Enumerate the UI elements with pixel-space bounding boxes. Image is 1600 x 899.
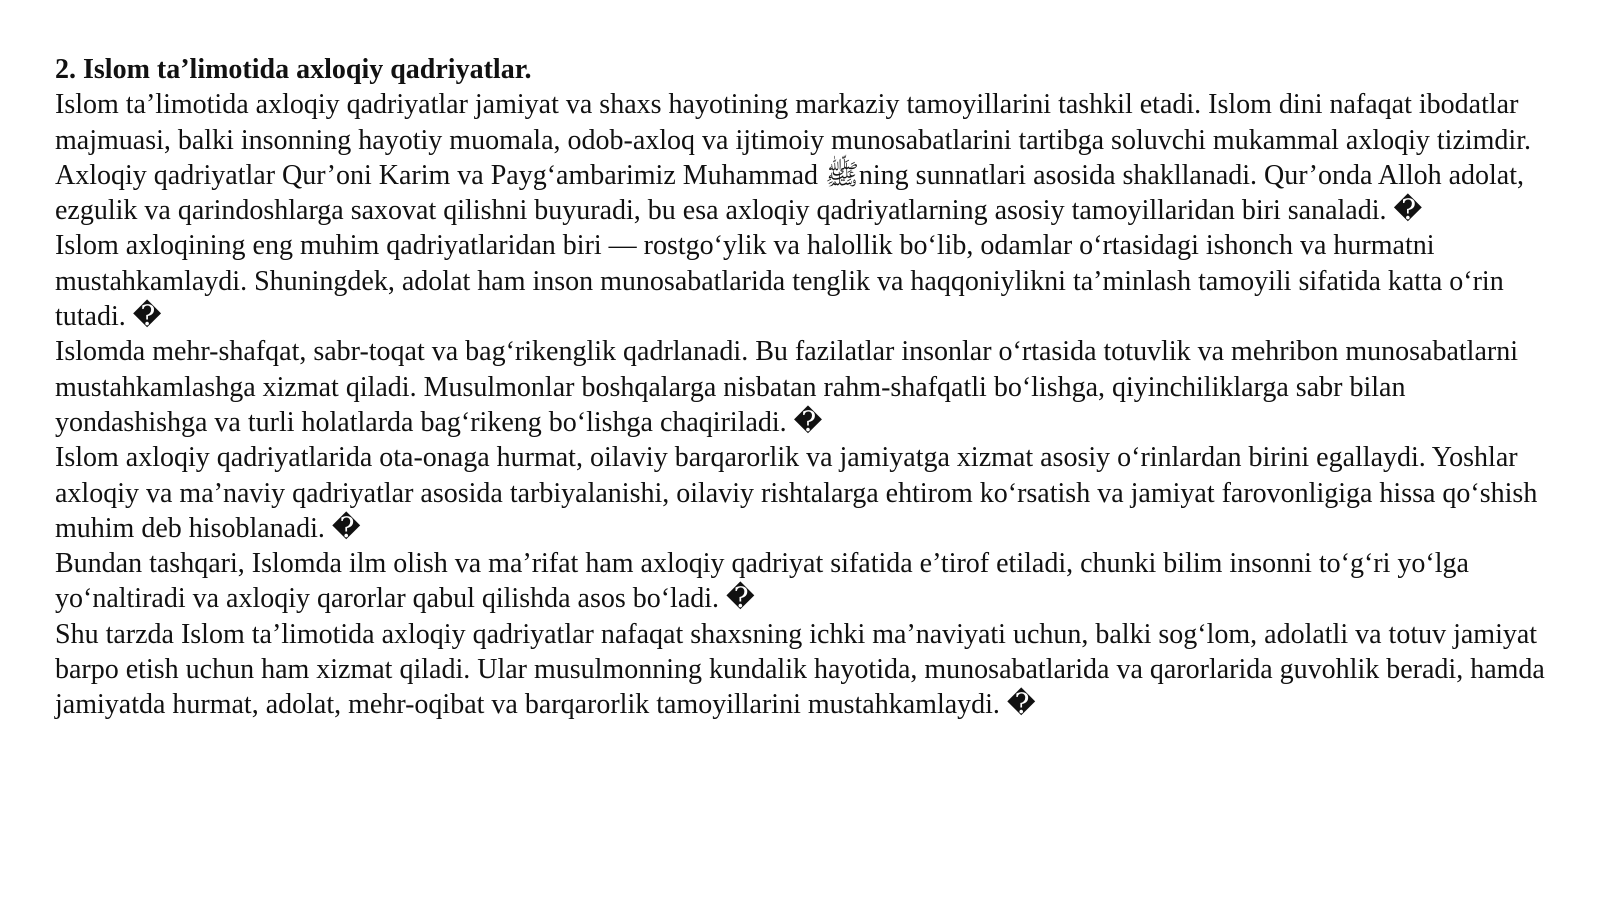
paragraph-6: Shu tarzda Islom ta’limotida axloqiy qadriyatlar nafaqat shaxsning ichki ma’naviyati uchun, balki sog‘lom, adolatli va totuv jamiyat barpo etish uchun ham xizmat qiladi. Ular musulmonning kundalik hayotida, munosabatlarida va qarorlarida guvohlik beradi, hamda jamiyatda hurmat, adolat, mehr-oqibat va barqarorlik tamoyillarini mustahkamlaydi. � xyxy=(55,618,1545,721)
paragraph-2: Islom axloqining eng muhim qadriyatlaridan biri — rostgo‘ylik va halollik bo‘lib, odamlar o‘rtasidagi ishonch va hurmatni mustahkamlaydi. Shuningdek, adolat ham inson munosabatlarida tenglik va haqqoniylikni ta’minlash tamoyili sifatida katta o‘rin tutadi. � xyxy=(55,230,1504,333)
paragraph-4: Islom axloqiy qadriyatlarida ota-onaga hurmat, oilaviy barqarorlik va jamiyatga xizmat asosiy o‘rinlardan birini egallaydi. Yoshlar axloqiy va ma’naviy qadriyatlar asosida tarbiyalanishi, oilaviy rishtalarga ehtirom ko‘rsatish va jamiyat farovonligiga hissa qo‘shish muhim deb hisoblanadi. � xyxy=(55,442,1538,544)
document-page xyxy=(55,52,1545,723)
paragraph-3: Islomda mehr-shafqat, sabr-toqat va bag‘rikenglik qadrlanadi. Bu fazilatlar insonlar o‘rtasida totuvlik va mehribon munosabatlarni mustahkamlashga xizmat qiladi. Musulmonlar boshqalarga nisbatan rahm-shafqatli bo‘lishga, qiyinchiliklarga sabr bilan yondashishga va turli holatlarda bag‘rikeng bo‘lishga chaqiriladi. � xyxy=(55,336,1518,438)
section-heading: 2. Islom ta’limotida axloqiy qadriyatlar. xyxy=(55,54,532,85)
paragraph-5: Bundan tashqari, Islomda ilm olish va ma’rifat ham axloqiy qadriyat sifatida e’tirof etiladi, chunki bilim insonni to‘g‘ri yo‘lga yo‘naltiradi va axloqiy qarorlar qabul qilishda asos bo‘ladi. � xyxy=(55,548,1469,615)
paragraph-1: Islom ta’limotida axloqiy qadriyatlar jamiyat va shaxs hayotining markaziy tamoyillarini tashkil etadi. Islom dini nafaqat ibodatlar majmuasi, balki insonning hayotiy muomala, odob-axloq va ijtimoiy munosabatlarini tartibga soluvchi mukammal axloqiy tizimdir. Axloqiy qadriyatlar Qur’oni Karim va Payg‘ambarimiz Muhammad ﷺning sunnatlari asosida shakllanadi. Qur’onda Alloh adolat, ezgulik va qarindoshlarga saxovat qilishni buyuradi, bu esa axloqiy qadriyatlarning asosiy tamoyillaridan biri sanaladi. � xyxy=(55,89,1531,227)
